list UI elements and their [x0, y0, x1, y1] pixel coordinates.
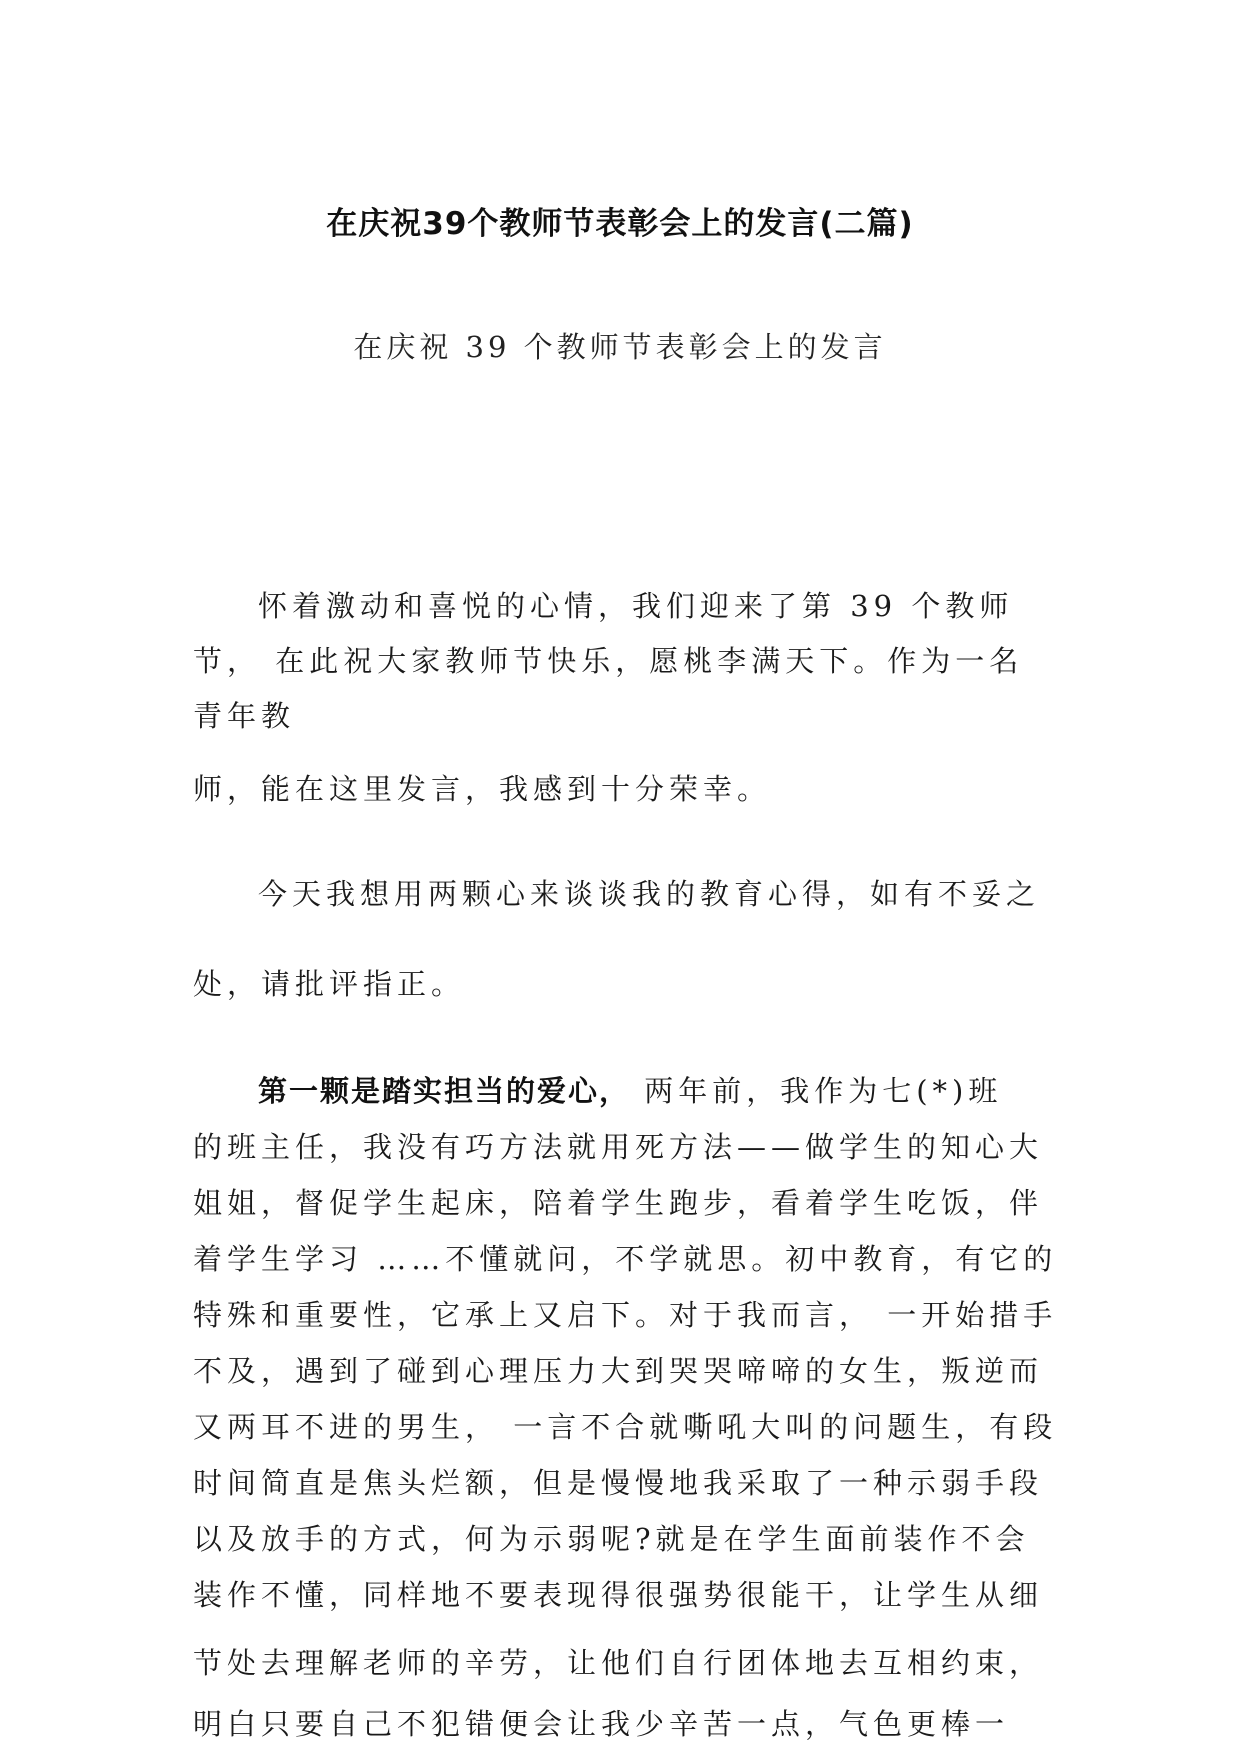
paragraph-1-line-1: 怀着激动和喜悦的心情，我们迎来了第 39 个教师: [258, 589, 1014, 623]
paragraph-3-line-2: 的班主任，我没有巧方法就用死方法——做学生的知心大: [193, 1130, 1044, 1164]
paragraph-3-line-12: 明白只要自己不犯错便会让我少辛苦一点，气色更棒一: [193, 1707, 1010, 1741]
paragraph-2-line-2: 处，请批评指正。: [193, 967, 466, 1001]
paragraph-3-line-10: 装作不懂，同样地不要表现得很强势很能干，让学生从细: [193, 1578, 1044, 1612]
paragraph-3-line-1-rest: 两年前，我作为七(*)班: [630, 1074, 1003, 1108]
document-title: 在庆祝39个教师节表彰会上的发言(二篇): [326, 206, 914, 242]
paragraph-3-line-7: 又两耳不进的男生， 一言不合就嘶吼大叫的问题生，有段: [193, 1410, 1058, 1444]
paragraph-3-line-8: 时间简直是焦头烂额，但是慢慢地我采取了一种示弱手段: [193, 1466, 1044, 1500]
paragraph-3-lead: 第一颗是踏实担当的爱心，: [258, 1074, 631, 1108]
paragraph-3-line-1: [258, 1069, 1073, 1110]
document-subtitle: 在庆祝 39 个教师节表彰会上的发言: [353, 330, 887, 364]
paragraph-3-line-9: 以及放手的方式，何为示弱呢?就是在学生面前装作不会: [193, 1522, 1030, 1556]
paragraph-2-line-1: 今天我想用两颗心来谈谈我的教育心得，如有不妥之: [258, 877, 1041, 911]
paragraph-3-line-4: 着学生学习 ……不懂就问，不学就思。初中教育，有它的: [193, 1242, 1058, 1276]
paragraph-3-line-6: 不及，遇到了碰到心理压力大到哭哭啼啼的女生，叛逆而: [193, 1354, 1044, 1388]
paragraph-3-line-3: 姐姐，督促学生起床，陪着学生跑步，看着学生吃饭，伴: [193, 1186, 1044, 1220]
paragraph-3-line-5: 特殊和重要性，它承上又启下。对于我而言， 一开始措手: [193, 1298, 1058, 1332]
paragraph-3-line-11: 节处去理解老师的辛劳，让他们自行团体地去互相约束，: [193, 1646, 1044, 1680]
paragraph-1-line-3: 青年教: [193, 699, 296, 733]
paragraph-1-line-4: 师，能在这里发言，我感到十分荣幸。: [193, 772, 772, 806]
paragraph-1-line-2: 节， 在此祝大家教师节快乐，愿桃李满天下。作为一名: [193, 644, 1024, 678]
